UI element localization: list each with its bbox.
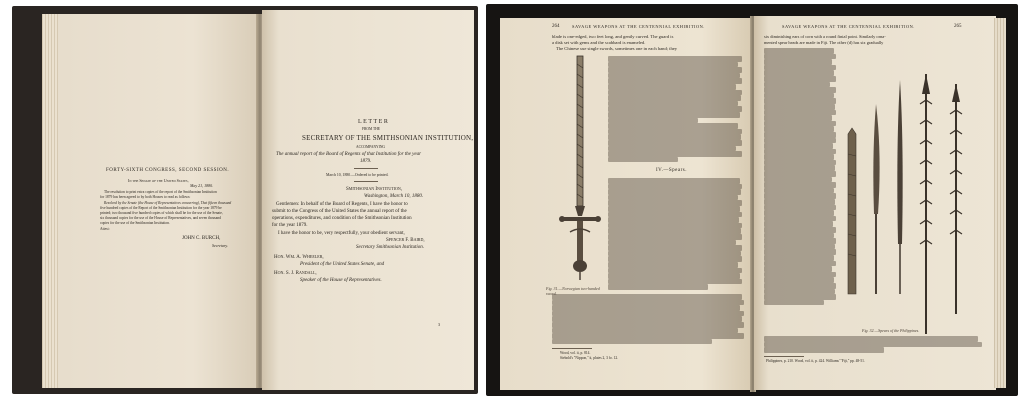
resolved-line-4: six thousand copies for the use of the House of Representatives, and seven thousand bbox=[100, 216, 221, 220]
sender-title: Secretary Smithsonian Institution. bbox=[356, 245, 425, 250]
secretary-heading: SECRETARY OF THE SMITHSONIAN INSTITUTION, bbox=[302, 134, 474, 142]
footnote-1: Wood, vol. ii, p. 814. bbox=[560, 351, 591, 355]
senate-line: In the Senate of the United States, bbox=[128, 178, 189, 183]
resolved-line-5: copies for the use of the Smithsonian Institution. bbox=[100, 221, 170, 225]
right-book-left-page bbox=[500, 18, 752, 390]
right-book bbox=[486, 4, 1018, 396]
body-line-3: operations, expenditures, and condition of the Smithsonian Institution bbox=[272, 216, 412, 221]
sender-name: Spencer F. Baird, bbox=[386, 238, 425, 243]
congress-heading: FORTY-SIXTH CONGRESS, SECOND SESSION. bbox=[106, 168, 230, 173]
resolved-line-1: Resolved by the Senate (the House of Representatives concurring), That fifteen thousand bbox=[104, 201, 232, 205]
section-heading: IV.—Spears. bbox=[656, 168, 687, 173]
from-the: FROM THE bbox=[362, 127, 381, 131]
recipient-1-title: President of the United States Senate, and bbox=[300, 262, 385, 267]
spears-caption: Fig. 32.—Spears of the Philippines. bbox=[862, 328, 920, 333]
body-text-bottom bbox=[552, 294, 746, 344]
resolution-line-1: The resolution to print extra copies of the report of the Smithsonian Institution bbox=[104, 190, 217, 194]
page-block-edge bbox=[994, 18, 1006, 388]
text-line-2: mented spear heads are made in Fiji. The other (d) has six gradually bbox=[764, 40, 884, 45]
body-text-upper bbox=[608, 56, 744, 162]
body-text-lower bbox=[608, 178, 744, 290]
report-line-1: The annual report of the Board of Regents of that Institution for the year bbox=[276, 152, 422, 157]
page-number: 264 bbox=[552, 24, 560, 29]
text-line-1: six diminishing ears of corn with a round finial point. Similarly orna- bbox=[764, 34, 886, 39]
body-line-1: Gentlemen: In behalf of the Board of Regents, I have the honor to bbox=[276, 202, 408, 207]
sword-caption: Fig. 31.—Norwegian two-handed sword. bbox=[546, 286, 600, 296]
body-line-2: submit to the Congress of the United States the annual report of the bbox=[272, 209, 407, 214]
page-number: 265 bbox=[954, 24, 962, 29]
senate-date: May 21, 1880. bbox=[190, 183, 214, 188]
footnote: Philippines, p. 210. Wood, vol. ii, p. 424. Williams' "Fiji," pp. 48-51. bbox=[766, 359, 865, 363]
body-line-4: for the year 1879. bbox=[272, 223, 308, 228]
running-head: SAVAGE WEAPONS AT THE CENTENNIAL EXHIBITION. bbox=[572, 24, 705, 29]
divider bbox=[354, 181, 378, 182]
signer-name: JOHN C. BURCH, bbox=[182, 236, 221, 241]
footnote-2: Siebold's "Nippon," ii, plates 2, 3 fo. 12. bbox=[560, 356, 619, 360]
accompanying-label: ACCOMPANYING bbox=[356, 145, 386, 149]
letter-heading: LETTER bbox=[358, 119, 390, 125]
right-book-right-page bbox=[754, 16, 996, 390]
text-line-1: blade is one-edged, two feet long, and gently curved. The guard is bbox=[552, 34, 674, 39]
report-line-2: 1879. bbox=[360, 159, 372, 164]
recipient-1: Hon. Wm. A. Wheeler, bbox=[274, 255, 324, 260]
body-text-column bbox=[764, 48, 838, 305]
institution-line: Smithsonian Institution, bbox=[346, 187, 403, 192]
norwegian-sword-illustration bbox=[558, 54, 602, 284]
footnote-rule bbox=[764, 356, 804, 357]
divider bbox=[354, 168, 378, 169]
left-book-left-page bbox=[42, 14, 258, 388]
recipient-2: Hon. S. J. Randall, bbox=[274, 271, 317, 276]
signer-title: Secretary. bbox=[212, 243, 228, 248]
footnote-rule bbox=[552, 348, 592, 349]
resolved-line-2: five hundred copies of the Report of the Smithsonian Institution for the year 1879 be bbox=[100, 206, 222, 210]
closing-line: I have the honor to be, very respectfully, your obedient servant, bbox=[278, 231, 405, 236]
left-book bbox=[12, 6, 478, 394]
philippine-spears-illustration bbox=[838, 44, 988, 344]
ordered-line: March 10, 1880.—Ordered to be printed. bbox=[326, 173, 389, 177]
text-line-2: a disk set with gems and the scabbard is enameled. bbox=[552, 40, 646, 45]
body-text-bottom bbox=[764, 336, 984, 353]
page-edges bbox=[42, 14, 58, 388]
text-line-3: The Chinese use single swords, sometimes one in each hand; they bbox=[556, 46, 678, 51]
resolution-line-2: for 1879 has been agreed to by both Houses to read as follows: bbox=[100, 195, 191, 199]
recipient-2-title: Speaker of the House of Representatives. bbox=[300, 278, 382, 283]
page-number: 3 bbox=[438, 322, 440, 327]
resolved-line-3: printed; two thousand five hundred copies of which shall be for the use of the Senate, bbox=[100, 211, 223, 215]
running-head: SAVAGE WEAPONS AT THE CENTENNIAL EXHIBITION. bbox=[782, 24, 915, 29]
location-date: Washington, March 10, 1880. bbox=[364, 194, 424, 199]
left-book-right-page bbox=[262, 10, 474, 390]
attest-label: Attest: bbox=[100, 227, 110, 231]
